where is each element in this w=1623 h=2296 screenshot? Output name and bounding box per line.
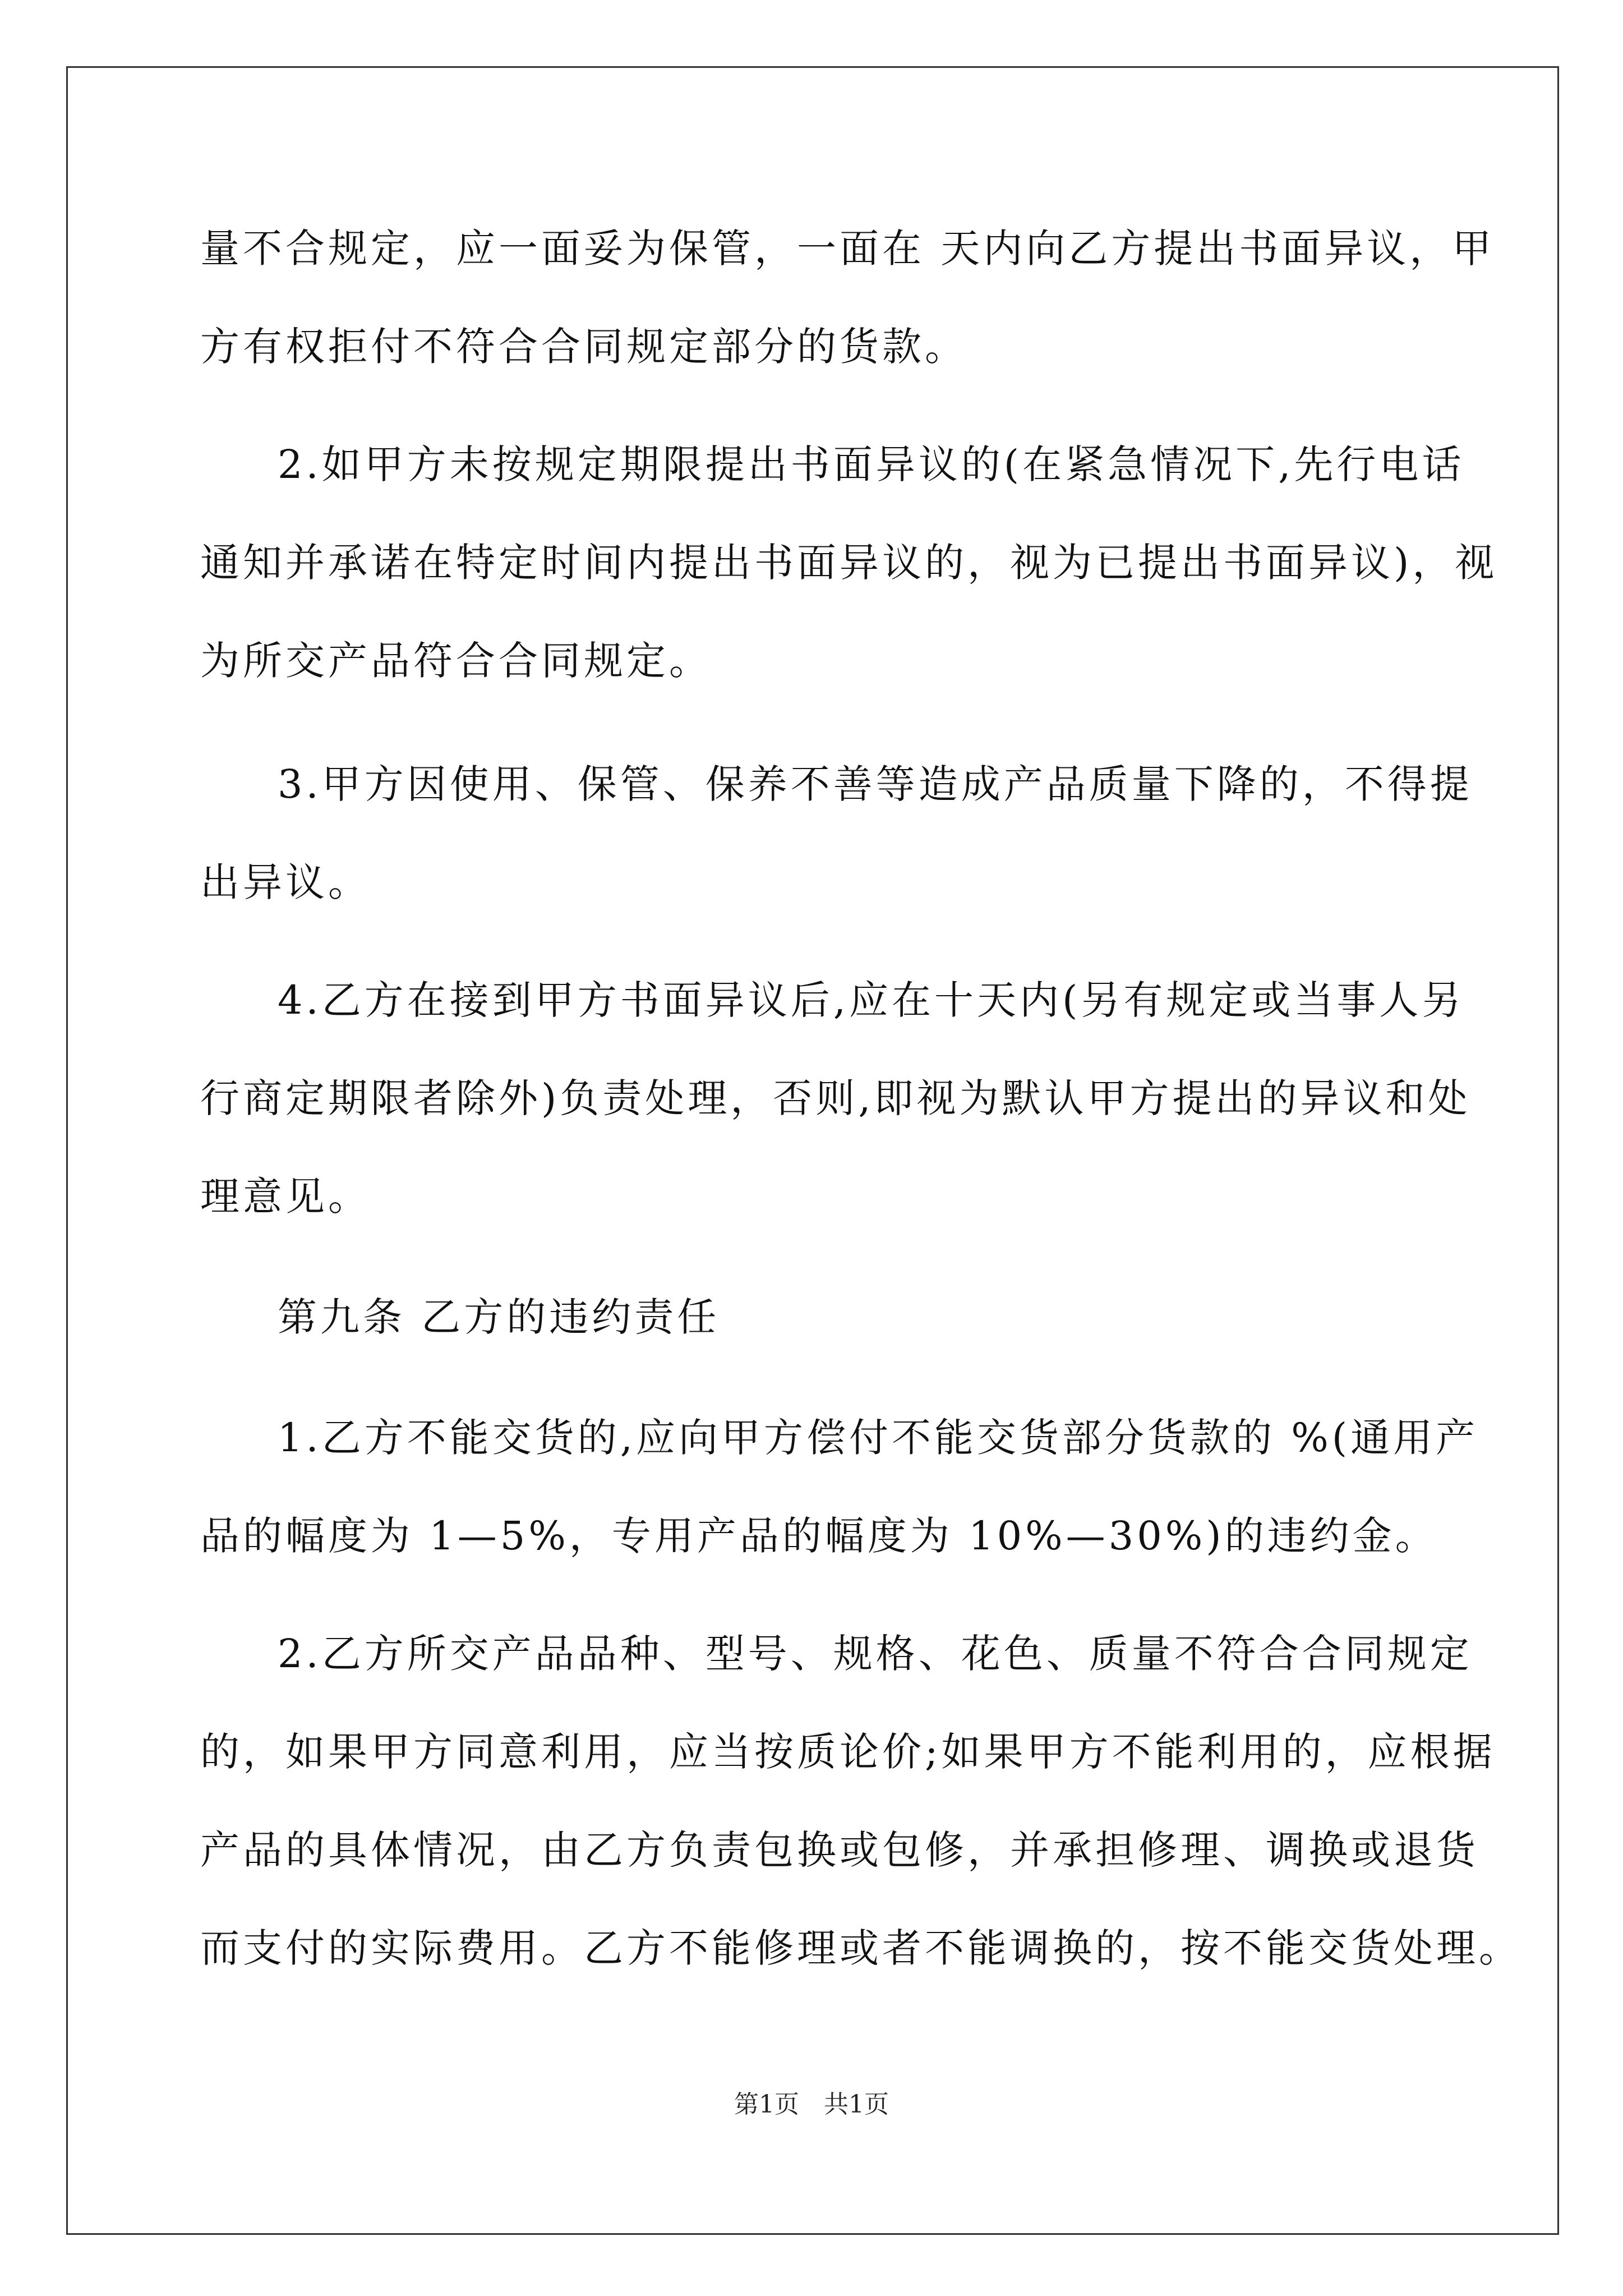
body-line: 通知并承诺在特定时间内提出书面异议的，视为已提出书面异议)，视 [200,540,1498,586]
body-line: 产品的具体情况，由乙方负责包换或包修，并承担修理、调换或退货 [200,1827,1479,1873]
body-line: 品的幅度为 1—5%，专用产品的幅度为 10%—30%)的违约金。 [200,1513,1438,1559]
body-line: 1.乙方不能交货的,应向甲方偿付不能交货部分货款的 %(通用产 [278,1415,1479,1461]
page-border [66,66,1559,2235]
body-line: 理意见。 [200,1174,371,1220]
section-heading: 第九条 乙方的违约责任 [278,1294,720,1340]
body-line: 4.乙方在接到甲方书面异议后,应在十天内(另有规定或当事人另 [278,977,1465,1023]
body-line: 出异议。 [200,859,371,905]
body-line: 2.如甲方未按规定期限提出书面异议的(在紧急情况下,先行电话 [278,441,1465,487]
body-line: 而支付的实际费用。乙方不能修理或者不能调换的，按不能交货处理。 [200,1925,1521,1971]
body-line: 2.乙方所交产品品种、型号、规格、花色、质量不符合合同规定 [278,1631,1473,1677]
body-line: 3.甲方因使用、保管、保养不善等造成产品质量下降的，不得提 [278,761,1473,807]
page-number: 第1页 共1页 [734,2090,889,2119]
body-line: 为所交产品符合合同规定。 [200,638,712,684]
body-line: 的，如果甲方同意利用，应当按质论价;如果甲方不能利用的，应根据 [200,1729,1496,1775]
body-line: 量不合规定，应一面妥为保管，一面在 天内向乙方提出书面异议，甲 [200,226,1495,272]
body-line: 方有权拒付不符合合同规定部分的货款。 [200,324,967,370]
body-line: 行商定期限者除外)负责处理，否则,即视为默认甲方提出的异议和处 [200,1075,1471,1121]
